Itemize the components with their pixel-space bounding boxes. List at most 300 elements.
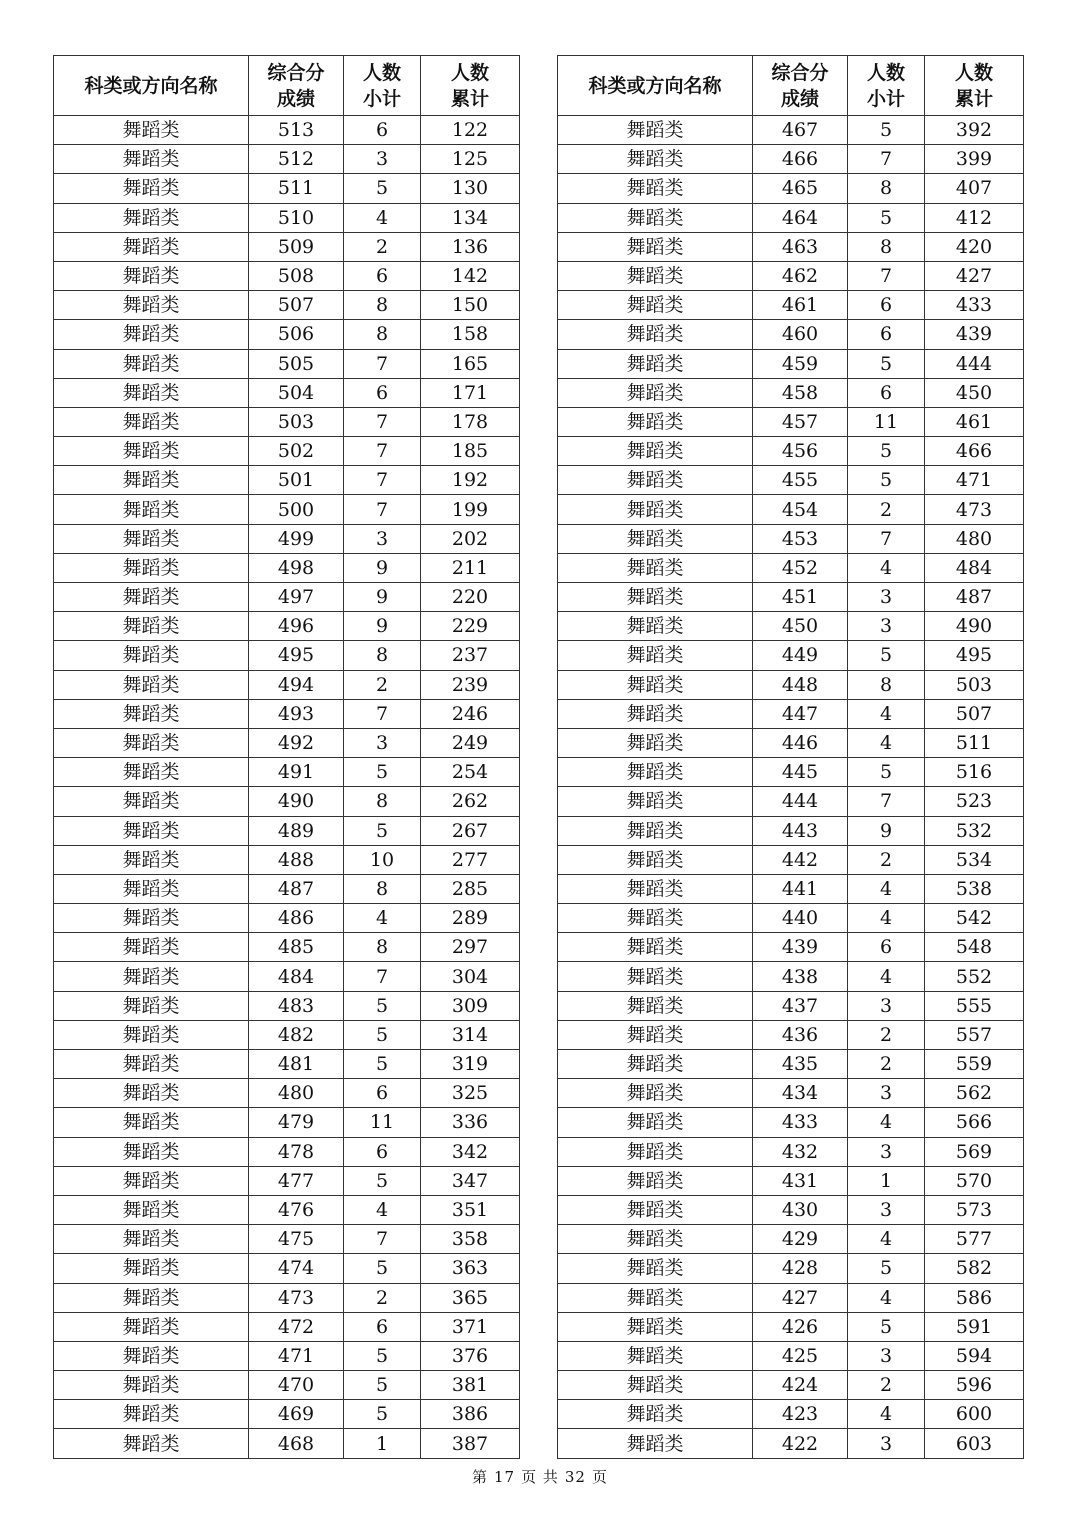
- table-row: [54, 378, 520, 407]
- table-row: [54, 816, 520, 845]
- cell-category: 舞蹈类: [558, 933, 753, 962]
- table-row: [558, 320, 1024, 349]
- cell-score: 478: [249, 1137, 344, 1166]
- cell-cumulative: 511: [925, 728, 1024, 757]
- table-row: [54, 437, 520, 466]
- cell-score: 442: [753, 845, 848, 874]
- cell-cumulative: 220: [421, 583, 520, 612]
- table-row: [54, 991, 520, 1020]
- cell-score: 422: [753, 1429, 848, 1458]
- cell-category: 舞蹈类: [558, 728, 753, 757]
- cell-score: 489: [249, 816, 344, 845]
- cell-category: 舞蹈类: [558, 1371, 753, 1400]
- cell-subtotal: 7: [344, 407, 421, 436]
- cell-category: 舞蹈类: [558, 787, 753, 816]
- cell-category: 舞蹈类: [558, 991, 753, 1020]
- footer-total-pages: 32: [564, 1468, 586, 1486]
- cell-cumulative: 577: [925, 1225, 1024, 1254]
- table-row: [558, 962, 1024, 991]
- table-row: [558, 641, 1024, 670]
- cell-score: 490: [249, 787, 344, 816]
- footer-suffix: 页: [591, 1468, 608, 1486]
- cell-category: 舞蹈类: [558, 904, 753, 933]
- cell-score: 488: [249, 845, 344, 874]
- cell-score: 497: [249, 583, 344, 612]
- cell-cumulative: 365: [421, 1283, 520, 1312]
- cell-cumulative: 134: [421, 203, 520, 232]
- footer-current-page: 17: [494, 1468, 516, 1486]
- cell-subtotal: 8: [848, 174, 925, 203]
- cell-cumulative: 487: [925, 583, 1024, 612]
- cell-score: 429: [753, 1225, 848, 1254]
- cell-category: 舞蹈类: [558, 583, 753, 612]
- cell-cumulative: 199: [421, 495, 520, 524]
- cell-score: 430: [753, 1195, 848, 1224]
- cell-cumulative: 237: [421, 641, 520, 670]
- cell-category: 舞蹈类: [54, 874, 249, 903]
- table-row: [54, 787, 520, 816]
- cell-category: 舞蹈类: [54, 933, 249, 962]
- cell-subtotal: 8: [344, 320, 421, 349]
- cell-score: 465: [753, 174, 848, 203]
- cell-category: 舞蹈类: [558, 203, 753, 232]
- table-row: [54, 874, 520, 903]
- cell-category: 舞蹈类: [54, 699, 249, 728]
- cell-category: 舞蹈类: [558, 145, 753, 174]
- cell-subtotal: 4: [848, 1225, 925, 1254]
- cell-category: 舞蹈类: [558, 291, 753, 320]
- cell-cumulative: 503: [925, 670, 1024, 699]
- cell-subtotal: 5: [848, 437, 925, 466]
- cell-score: 506: [249, 320, 344, 349]
- cell-cumulative: 566: [925, 1108, 1024, 1137]
- table-row: [558, 553, 1024, 582]
- cell-subtotal: 4: [344, 203, 421, 232]
- table-row: [558, 1371, 1024, 1400]
- cell-subtotal: 8: [344, 874, 421, 903]
- cell-score: 500: [249, 495, 344, 524]
- cell-cumulative: 570: [925, 1166, 1024, 1195]
- cell-score: 463: [753, 232, 848, 261]
- cell-category: 舞蹈类: [54, 1254, 249, 1283]
- table-row: [54, 466, 520, 495]
- cell-score: 470: [249, 1371, 344, 1400]
- cell-subtotal: 7: [344, 495, 421, 524]
- cell-score: 426: [753, 1312, 848, 1341]
- cell-category: 舞蹈类: [54, 1371, 249, 1400]
- table-row: [54, 1079, 520, 1108]
- table-row: [54, 1312, 520, 1341]
- table-row: [54, 933, 520, 962]
- cell-category: 舞蹈类: [54, 407, 249, 436]
- cell-cumulative: 202: [421, 524, 520, 553]
- cell-score: 513: [249, 116, 344, 145]
- cell-category: 舞蹈类: [558, 1225, 753, 1254]
- table-row: [558, 904, 1024, 933]
- cell-category: 舞蹈类: [54, 1166, 249, 1195]
- cell-cumulative: 325: [421, 1079, 520, 1108]
- cell-score: 468: [249, 1429, 344, 1458]
- cell-category: 舞蹈类: [54, 1312, 249, 1341]
- cell-subtotal: 8: [344, 641, 421, 670]
- cell-score: 447: [753, 699, 848, 728]
- cell-subtotal: 5: [848, 641, 925, 670]
- cell-cumulative: 342: [421, 1137, 520, 1166]
- header-count-cumulative: 人数 累计: [421, 56, 520, 116]
- header-count-subtotal: 人数 小计: [848, 56, 925, 116]
- cell-score: 475: [249, 1225, 344, 1254]
- cell-category: 舞蹈类: [558, 174, 753, 203]
- cell-score: 439: [753, 933, 848, 962]
- table-row: [54, 758, 520, 787]
- table-row: [54, 1254, 520, 1283]
- cell-score: 496: [249, 612, 344, 641]
- cell-subtotal: 4: [848, 1400, 925, 1429]
- cell-cumulative: 444: [925, 349, 1024, 378]
- table-row: [54, 1020, 520, 1049]
- table-row: [558, 1254, 1024, 1283]
- cell-category: 舞蹈类: [54, 349, 249, 378]
- cell-category: 舞蹈类: [54, 1195, 249, 1224]
- table-row: [54, 728, 520, 757]
- table-row: [558, 583, 1024, 612]
- cell-cumulative: 433: [925, 291, 1024, 320]
- table-row: [558, 1079, 1024, 1108]
- cell-subtotal: 7: [344, 699, 421, 728]
- cell-score: 440: [753, 904, 848, 933]
- cell-subtotal: 2: [848, 845, 925, 874]
- cell-subtotal: 4: [848, 904, 925, 933]
- cell-category: 舞蹈类: [558, 378, 753, 407]
- cell-category: 舞蹈类: [558, 845, 753, 874]
- cell-cumulative: 538: [925, 874, 1024, 903]
- table-row: [54, 1283, 520, 1312]
- cell-category: 舞蹈类: [558, 1079, 753, 1108]
- cell-score: 428: [753, 1254, 848, 1283]
- cell-subtotal: 5: [344, 1020, 421, 1049]
- cell-category: 舞蹈类: [558, 1400, 753, 1429]
- cell-cumulative: 351: [421, 1195, 520, 1224]
- cell-subtotal: 7: [848, 787, 925, 816]
- cell-score: 481: [249, 1050, 344, 1079]
- cell-score: 482: [249, 1020, 344, 1049]
- cell-subtotal: 3: [848, 583, 925, 612]
- cell-cumulative: 569: [925, 1137, 1024, 1166]
- cell-category: 舞蹈类: [558, 1254, 753, 1283]
- cell-category: 舞蹈类: [54, 320, 249, 349]
- table-row: [54, 1108, 520, 1137]
- cell-subtotal: 5: [344, 1341, 421, 1370]
- table-row: [54, 145, 520, 174]
- table-row: [558, 232, 1024, 261]
- table-row: [558, 116, 1024, 145]
- cell-subtotal: 8: [344, 787, 421, 816]
- table-row: [54, 553, 520, 582]
- cell-subtotal: 9: [344, 612, 421, 641]
- cell-category: 舞蹈类: [558, 1429, 753, 1458]
- cell-cumulative: 246: [421, 699, 520, 728]
- cell-subtotal: 6: [344, 116, 421, 145]
- header-count-cumulative: 人数 累计: [925, 56, 1024, 116]
- cell-category: 舞蹈类: [558, 962, 753, 991]
- table-row: [54, 495, 520, 524]
- cell-subtotal: 4: [848, 1108, 925, 1137]
- table-body-left: [54, 116, 520, 1459]
- cell-cumulative: 555: [925, 991, 1024, 1020]
- cell-subtotal: 7: [848, 145, 925, 174]
- cell-score: 510: [249, 203, 344, 232]
- cell-subtotal: 4: [848, 728, 925, 757]
- cell-subtotal: 7: [344, 1225, 421, 1254]
- cell-cumulative: 387: [421, 1429, 520, 1458]
- cell-score: 498: [249, 553, 344, 582]
- cell-category: 舞蹈类: [558, 641, 753, 670]
- cell-cumulative: 358: [421, 1225, 520, 1254]
- cell-cumulative: 347: [421, 1166, 520, 1195]
- cell-category: 舞蹈类: [54, 437, 249, 466]
- cell-category: 舞蹈类: [54, 291, 249, 320]
- cell-subtotal: 5: [848, 1254, 925, 1283]
- cell-score: 471: [249, 1341, 344, 1370]
- cell-subtotal: 3: [848, 991, 925, 1020]
- cell-score: 495: [249, 641, 344, 670]
- cell-category: 舞蹈类: [558, 758, 753, 787]
- header-category-name: 科类或方向名称: [54, 56, 249, 116]
- cell-subtotal: 8: [344, 291, 421, 320]
- cell-score: 436: [753, 1020, 848, 1049]
- cell-subtotal: 7: [848, 261, 925, 290]
- table-row: [54, 261, 520, 290]
- cell-score: 501: [249, 466, 344, 495]
- table-row: [558, 1400, 1024, 1429]
- cell-category: 舞蹈类: [54, 1429, 249, 1458]
- table-row: [54, 1137, 520, 1166]
- cell-category: 舞蹈类: [558, 699, 753, 728]
- cell-cumulative: 412: [925, 203, 1024, 232]
- cell-subtotal: 3: [848, 1341, 925, 1370]
- cell-cumulative: 420: [925, 232, 1024, 261]
- cell-subtotal: 3: [344, 728, 421, 757]
- cell-cumulative: 471: [925, 466, 1024, 495]
- cell-score: 508: [249, 261, 344, 290]
- cell-subtotal: 6: [848, 933, 925, 962]
- cell-cumulative: 185: [421, 437, 520, 466]
- cell-subtotal: 5: [344, 991, 421, 1020]
- table-body-right: [558, 116, 1024, 1459]
- cell-cumulative: 376: [421, 1341, 520, 1370]
- table-header-row: [54, 56, 520, 116]
- cell-cumulative: 392: [925, 116, 1024, 145]
- table-row: [558, 845, 1024, 874]
- cell-subtotal: 5: [848, 1312, 925, 1341]
- table-row: [54, 203, 520, 232]
- cell-category: 舞蹈类: [558, 1312, 753, 1341]
- table-row: [558, 670, 1024, 699]
- table-row: [558, 378, 1024, 407]
- cell-cumulative: 480: [925, 524, 1024, 553]
- cell-cumulative: 158: [421, 320, 520, 349]
- cell-category: 舞蹈类: [558, 524, 753, 553]
- table-row: [54, 1429, 520, 1458]
- cell-cumulative: 594: [925, 1341, 1024, 1370]
- table-row: [558, 612, 1024, 641]
- cell-category: 舞蹈类: [54, 1079, 249, 1108]
- cell-score: 464: [753, 203, 848, 232]
- cell-cumulative: 130: [421, 174, 520, 203]
- table-row: [558, 1195, 1024, 1224]
- cell-subtotal: 9: [848, 816, 925, 845]
- cell-category: 舞蹈类: [558, 1166, 753, 1195]
- cell-subtotal: 9: [344, 583, 421, 612]
- table-row: [558, 261, 1024, 290]
- table-row: [558, 437, 1024, 466]
- cell-score: 455: [753, 466, 848, 495]
- cell-category: 舞蹈类: [558, 1195, 753, 1224]
- cell-subtotal: 3: [848, 1429, 925, 1458]
- cell-subtotal: 7: [344, 349, 421, 378]
- cell-subtotal: 10: [344, 845, 421, 874]
- header-category-name: 科类或方向名称: [558, 56, 753, 116]
- cell-category: 舞蹈类: [54, 1283, 249, 1312]
- cell-score: 452: [753, 553, 848, 582]
- cell-cumulative: 171: [421, 378, 520, 407]
- cell-category: 舞蹈类: [558, 1050, 753, 1079]
- cell-score: 487: [249, 874, 344, 903]
- cell-subtotal: 5: [344, 174, 421, 203]
- cell-score: 448: [753, 670, 848, 699]
- table-row: [558, 291, 1024, 320]
- cell-score: 433: [753, 1108, 848, 1137]
- cell-cumulative: 211: [421, 553, 520, 582]
- cell-subtotal: 8: [344, 933, 421, 962]
- cell-score: 461: [753, 291, 848, 320]
- table-row: [558, 1166, 1024, 1195]
- cell-category: 舞蹈类: [54, 728, 249, 757]
- cell-subtotal: 2: [848, 495, 925, 524]
- cell-subtotal: 6: [344, 378, 421, 407]
- cell-category: 舞蹈类: [54, 583, 249, 612]
- table-row: [558, 1050, 1024, 1079]
- cell-cumulative: 150: [421, 291, 520, 320]
- cell-category: 舞蹈类: [54, 524, 249, 553]
- cell-category: 舞蹈类: [54, 845, 249, 874]
- cell-score: 454: [753, 495, 848, 524]
- cell-score: 473: [249, 1283, 344, 1312]
- cell-score: 434: [753, 1079, 848, 1108]
- cell-cumulative: 142: [421, 261, 520, 290]
- cell-score: 474: [249, 1254, 344, 1283]
- cell-subtotal: 1: [344, 1429, 421, 1458]
- table-row: [558, 816, 1024, 845]
- table-row: [54, 583, 520, 612]
- cell-category: 舞蹈类: [54, 641, 249, 670]
- table-row: [558, 203, 1024, 232]
- cell-cumulative: 484: [925, 553, 1024, 582]
- cell-cumulative: 542: [925, 904, 1024, 933]
- cell-category: 舞蹈类: [54, 466, 249, 495]
- cell-cumulative: 582: [925, 1254, 1024, 1283]
- cell-cumulative: 466: [925, 437, 1024, 466]
- cell-score: 462: [753, 261, 848, 290]
- header-composite-score: 综合分 成绩: [249, 56, 344, 116]
- cell-score: 485: [249, 933, 344, 962]
- cell-category: 舞蹈类: [558, 1020, 753, 1049]
- cell-cumulative: 319: [421, 1050, 520, 1079]
- cell-subtotal: 6: [848, 320, 925, 349]
- cell-category: 舞蹈类: [54, 1020, 249, 1049]
- cell-category: 舞蹈类: [558, 1283, 753, 1312]
- cell-cumulative: 573: [925, 1195, 1024, 1224]
- cell-subtotal: 11: [344, 1108, 421, 1137]
- cell-category: 舞蹈类: [54, 1225, 249, 1254]
- cell-cumulative: 557: [925, 1020, 1024, 1049]
- cell-category: 舞蹈类: [54, 1108, 249, 1137]
- cell-subtotal: 3: [848, 1137, 925, 1166]
- cell-score: 456: [753, 437, 848, 466]
- cell-score: 512: [249, 145, 344, 174]
- cell-score: 441: [753, 874, 848, 903]
- header-composite-score: 综合分 成绩: [753, 56, 848, 116]
- cell-subtotal: 5: [344, 1371, 421, 1400]
- cell-cumulative: 254: [421, 758, 520, 787]
- cell-subtotal: 2: [344, 670, 421, 699]
- cell-cumulative: 297: [421, 933, 520, 962]
- cell-score: 458: [753, 378, 848, 407]
- cell-cumulative: 603: [925, 1429, 1024, 1458]
- cell-category: 舞蹈类: [54, 816, 249, 845]
- table-row: [558, 524, 1024, 553]
- cell-score: 492: [249, 728, 344, 757]
- cell-category: 舞蹈类: [54, 145, 249, 174]
- cell-subtotal: 6: [344, 1079, 421, 1108]
- table-row: [54, 612, 520, 641]
- cell-category: 舞蹈类: [54, 378, 249, 407]
- cell-score: 449: [753, 641, 848, 670]
- cell-score: 459: [753, 349, 848, 378]
- cell-score: 425: [753, 1341, 848, 1370]
- cell-score: 451: [753, 583, 848, 612]
- cell-cumulative: 439: [925, 320, 1024, 349]
- cell-category: 舞蹈类: [54, 495, 249, 524]
- cell-cumulative: 407: [925, 174, 1024, 203]
- cell-category: 舞蹈类: [558, 816, 753, 845]
- cell-cumulative: 336: [421, 1108, 520, 1137]
- table-row: [558, 1341, 1024, 1370]
- cell-cumulative: 507: [925, 699, 1024, 728]
- cell-cumulative: 399: [925, 145, 1024, 174]
- table-row: [558, 1137, 1024, 1166]
- footer-middle: 页 共: [521, 1468, 559, 1486]
- table-row: [54, 1195, 520, 1224]
- table-row: [54, 524, 520, 553]
- cell-subtotal: 7: [344, 437, 421, 466]
- cell-category: 舞蹈类: [54, 670, 249, 699]
- cell-score: 427: [753, 1283, 848, 1312]
- cell-score: 438: [753, 962, 848, 991]
- cell-subtotal: 4: [848, 553, 925, 582]
- cell-subtotal: 2: [848, 1371, 925, 1400]
- page-footer: [0, 1466, 1080, 1487]
- cell-subtotal: 8: [848, 232, 925, 261]
- cell-score: 450: [753, 612, 848, 641]
- table-row: [54, 116, 520, 145]
- cell-cumulative: 473: [925, 495, 1024, 524]
- cell-cumulative: 552: [925, 962, 1024, 991]
- cell-category: 舞蹈类: [54, 174, 249, 203]
- cell-category: 舞蹈类: [558, 116, 753, 145]
- cell-category: 舞蹈类: [54, 1137, 249, 1166]
- cell-score: 486: [249, 904, 344, 933]
